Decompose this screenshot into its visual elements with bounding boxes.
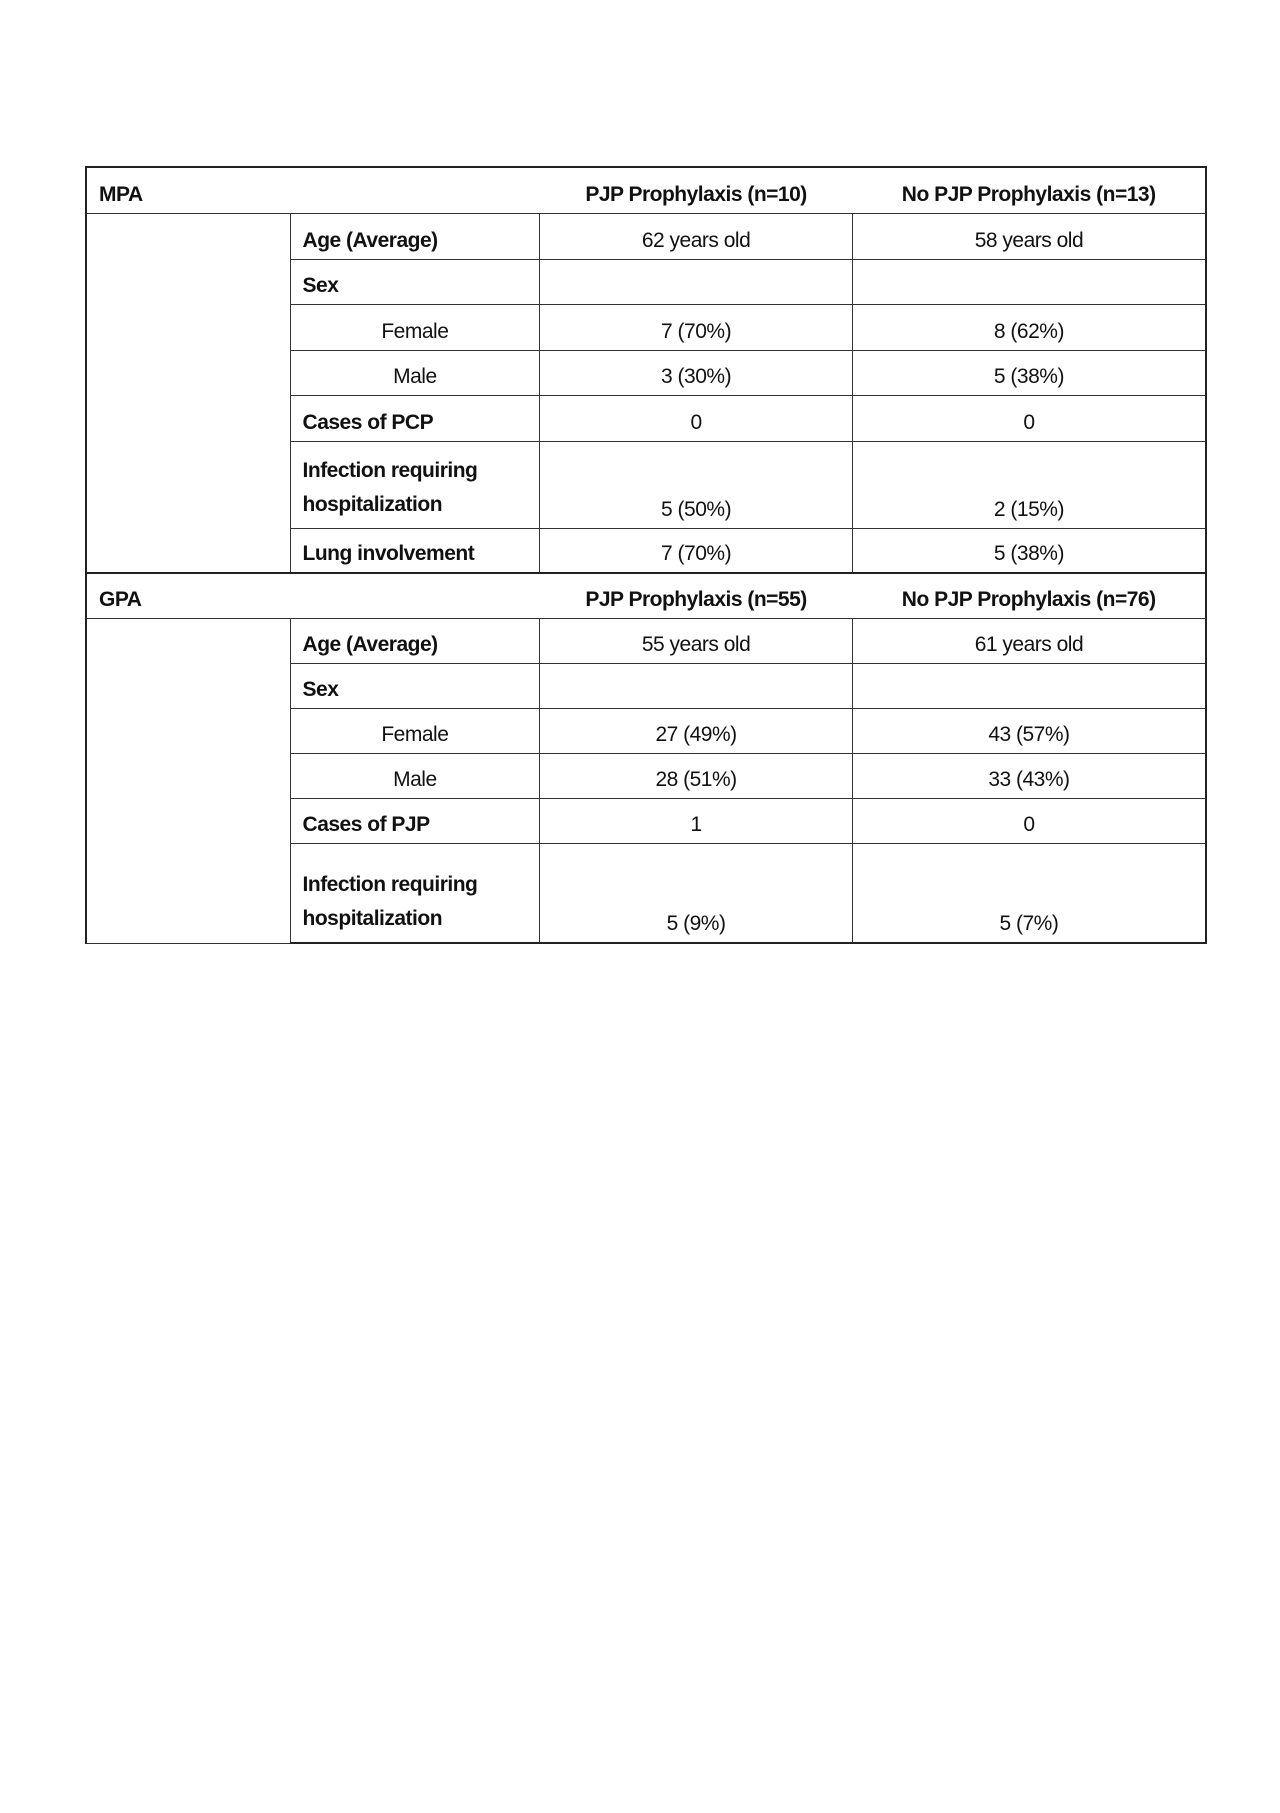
group-name: MPA — [86, 167, 540, 213]
value-no-prophylaxis: 5 (38%) — [852, 350, 1206, 395]
row-label: Sex — [290, 663, 540, 708]
value-prophylaxis: 7 (70%) — [540, 304, 853, 350]
value-no-prophylaxis: 2 (15%) — [852, 441, 1206, 528]
value-no-prophylaxis: 5 (7%) — [852, 843, 1206, 943]
row-label: Cases of PCP — [290, 395, 540, 441]
value-prophylaxis: 0 — [540, 395, 853, 441]
row-label: Age (Average) — [290, 213, 540, 259]
row-label: Female — [290, 304, 540, 350]
value-prophylaxis: 7 (70%) — [540, 528, 853, 573]
column-header-prophylaxis: PJP Prophylaxis (n=55) — [540, 573, 853, 618]
value-prophylaxis: 55 years old — [540, 618, 853, 663]
row-label: Male — [290, 350, 540, 395]
group-header-row — [86, 167, 1206, 213]
group-header-row — [86, 573, 1206, 618]
results-table — [85, 166, 1207, 944]
value-no-prophylaxis: 0 — [852, 395, 1206, 441]
group-spacer-cell — [86, 213, 290, 573]
row-label: Infection requiring hospitalization — [290, 441, 540, 528]
value-no-prophylaxis — [852, 259, 1206, 304]
value-no-prophylaxis — [852, 663, 1206, 708]
value-prophylaxis — [540, 663, 853, 708]
row-label: Female — [290, 708, 540, 753]
row-label: Infection requiring hospitalization — [290, 843, 540, 943]
value-no-prophylaxis: 0 — [852, 798, 1206, 843]
value-no-prophylaxis: 8 (62%) — [852, 304, 1206, 350]
row-label: Age (Average) — [290, 618, 540, 663]
row-label: Sex — [290, 259, 540, 304]
value-no-prophylaxis: 43 (57%) — [852, 708, 1206, 753]
value-no-prophylaxis: 58 years old — [852, 213, 1206, 259]
value-prophylaxis: 3 (30%) — [540, 350, 853, 395]
value-prophylaxis: 1 — [540, 798, 853, 843]
table-row — [86, 618, 1206, 663]
column-header-no-prophylaxis: No PJP Prophylaxis (n=13) — [852, 167, 1206, 213]
value-no-prophylaxis: 61 years old — [852, 618, 1206, 663]
group-name: GPA — [86, 573, 540, 618]
row-label: Lung involvement — [290, 528, 540, 573]
value-no-prophylaxis: 5 (38%) — [852, 528, 1206, 573]
column-header-no-prophylaxis: No PJP Prophylaxis (n=76) — [852, 573, 1206, 618]
group-spacer-cell — [86, 618, 290, 943]
value-prophylaxis: 27 (49%) — [540, 708, 853, 753]
row-label: Cases of PJP — [290, 798, 540, 843]
value-prophylaxis: 5 (9%) — [540, 843, 853, 943]
value-prophylaxis: 62 years old — [540, 213, 853, 259]
value-prophylaxis — [540, 259, 853, 304]
column-header-prophylaxis: PJP Prophylaxis (n=10) — [540, 167, 853, 213]
row-label: Male — [290, 753, 540, 798]
table-row — [86, 213, 1206, 259]
value-no-prophylaxis: 33 (43%) — [852, 753, 1206, 798]
value-prophylaxis: 28 (51%) — [540, 753, 853, 798]
value-prophylaxis: 5 (50%) — [540, 441, 853, 528]
